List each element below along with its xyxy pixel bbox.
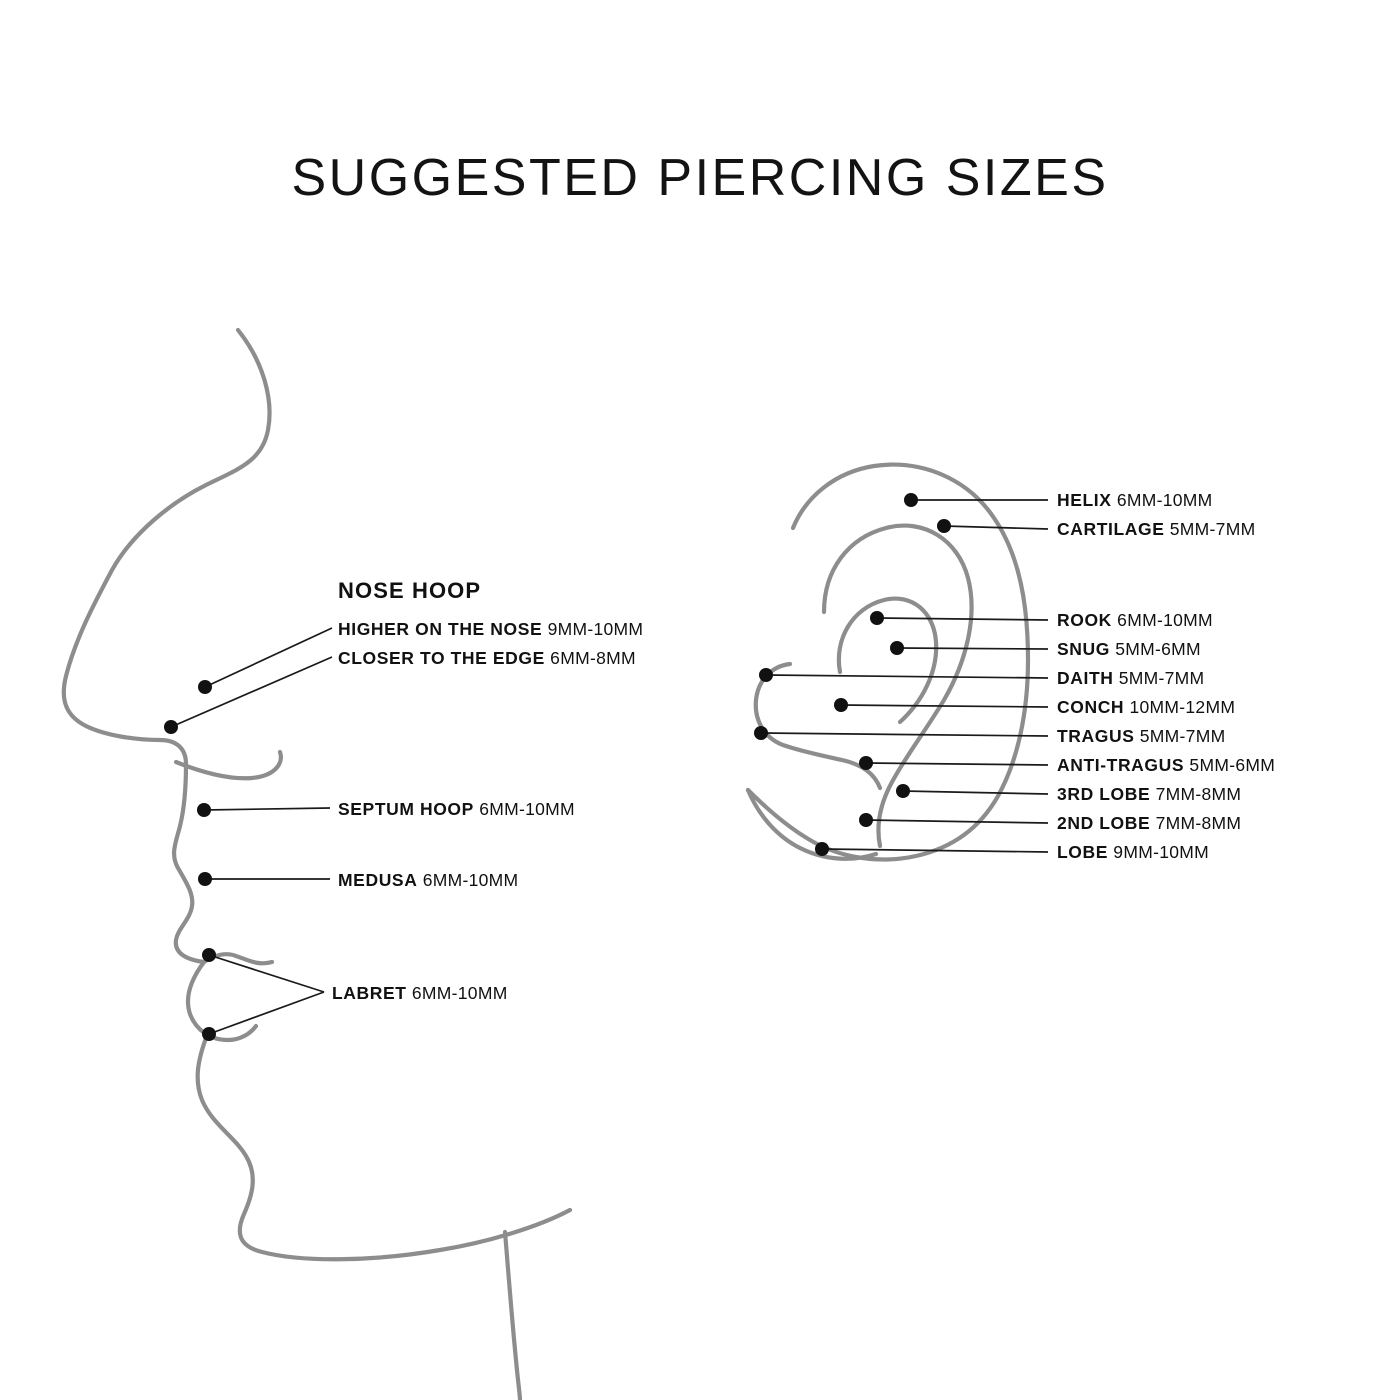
marker-anti-tragus <box>859 756 873 770</box>
label-size: 6MM-10MM <box>1117 610 1213 630</box>
label-name: MEDUSA <box>338 870 418 890</box>
label-name: SNUG <box>1057 639 1110 659</box>
label-size: 10MM-12MM <box>1129 697 1236 717</box>
marker-septum-hoop <box>197 803 211 817</box>
label-name: CLOSER TO THE EDGE <box>338 648 545 668</box>
marker-snug <box>890 641 904 655</box>
label-conch <box>1057 699 1235 717</box>
label-size: 6MM-10MM <box>411 983 508 1003</box>
marker-labret-lower <box>202 1027 216 1041</box>
label-medusa <box>338 872 518 890</box>
label-lobe <box>1057 844 1209 862</box>
label-name: 2ND LOBE <box>1057 813 1151 833</box>
marker-tragus <box>754 726 768 740</box>
marker-helix <box>904 493 918 507</box>
group-title-nose-hoop: NOSE HOOP <box>338 578 482 603</box>
marker-closer-to-the-edge <box>164 720 178 734</box>
marker-rook <box>870 611 884 625</box>
leader-3rd-lobe <box>903 791 1048 794</box>
leader-closer-to-the-edge <box>171 657 332 727</box>
label-name: CONCH <box>1057 697 1125 717</box>
label-size: 6MM-8MM <box>550 648 636 668</box>
label-size: 6MM-10MM <box>422 870 519 890</box>
label-higher-on-the-nose <box>338 621 643 639</box>
marker-higher-on-the-nose <box>198 680 212 694</box>
ear-leader-lines <box>761 500 1048 852</box>
marker-2nd-lobe <box>859 813 873 827</box>
leader-labret-lower <box>209 992 324 1034</box>
marker-conch <box>834 698 848 712</box>
label-name: DAITH <box>1057 668 1114 688</box>
label-size: 7MM-8MM <box>1155 813 1242 833</box>
marker-lobe <box>815 842 829 856</box>
leader-2nd-lobe <box>866 820 1048 823</box>
leader-rook <box>877 618 1048 620</box>
label-name: HELIX <box>1057 490 1112 510</box>
ear-outline <box>748 465 1028 860</box>
label-size: 6MM-10MM <box>1116 490 1213 510</box>
label-name: HIGHER ON THE NOSE <box>338 619 543 639</box>
label-size: 5MM-7MM <box>1139 726 1226 746</box>
label-tragus <box>1057 728 1225 746</box>
label-name: SEPTUM HOOP <box>338 799 474 819</box>
marker-labret-upper <box>202 948 216 962</box>
label-name: CARTILAGE <box>1057 519 1165 539</box>
leader-cartilage <box>944 526 1048 529</box>
label-size: 5MM-7MM <box>1118 668 1205 688</box>
label-anti-tragus <box>1057 757 1275 775</box>
page-title: SUGGESTED PIERCING SIZES <box>291 149 1109 207</box>
leader-conch <box>841 705 1048 707</box>
leader-labret-upper <box>209 955 324 992</box>
label-cartilage <box>1057 521 1255 539</box>
marker-medusa <box>198 872 212 886</box>
label-size: 6MM-10MM <box>479 799 575 819</box>
marker-cartilage <box>937 519 951 533</box>
label-3rd-lobe <box>1057 786 1241 804</box>
label-name: LABRET <box>332 983 407 1003</box>
marker-3rd-lobe <box>896 784 910 798</box>
label-size: 9MM-10MM <box>1113 842 1210 862</box>
label-size: 5MM-6MM <box>1189 755 1276 775</box>
leader-septum-hoop <box>204 808 330 810</box>
label-helix <box>1057 492 1213 510</box>
label-size: 5MM-7MM <box>1169 519 1256 539</box>
leader-snug <box>897 648 1048 649</box>
label-size: 7MM-8MM <box>1155 784 1242 804</box>
label-size: 9MM-10MM <box>547 619 644 639</box>
leader-higher-on-the-nose <box>205 628 332 687</box>
label-name: TRAGUS <box>1057 726 1135 746</box>
leader-daith <box>766 675 1048 678</box>
label-closer-to-the-edge <box>338 650 636 668</box>
label-2nd-lobe <box>1057 815 1241 833</box>
label-size: 5MM-6MM <box>1115 639 1201 659</box>
leader-anti-tragus <box>866 763 1048 765</box>
label-snug <box>1057 641 1201 659</box>
face-profile-outline <box>64 330 570 1400</box>
label-rook <box>1057 612 1213 630</box>
label-septum-hoop <box>338 801 575 819</box>
label-daith <box>1057 670 1204 688</box>
label-labret <box>332 985 508 1003</box>
leader-tragus <box>761 733 1048 736</box>
marker-daith <box>759 668 773 682</box>
label-name: 3RD LOBE <box>1057 784 1151 804</box>
label-name: LOBE <box>1057 842 1109 862</box>
label-name: ANTI-TRAGUS <box>1057 755 1185 775</box>
label-name: ROOK <box>1057 610 1112 630</box>
